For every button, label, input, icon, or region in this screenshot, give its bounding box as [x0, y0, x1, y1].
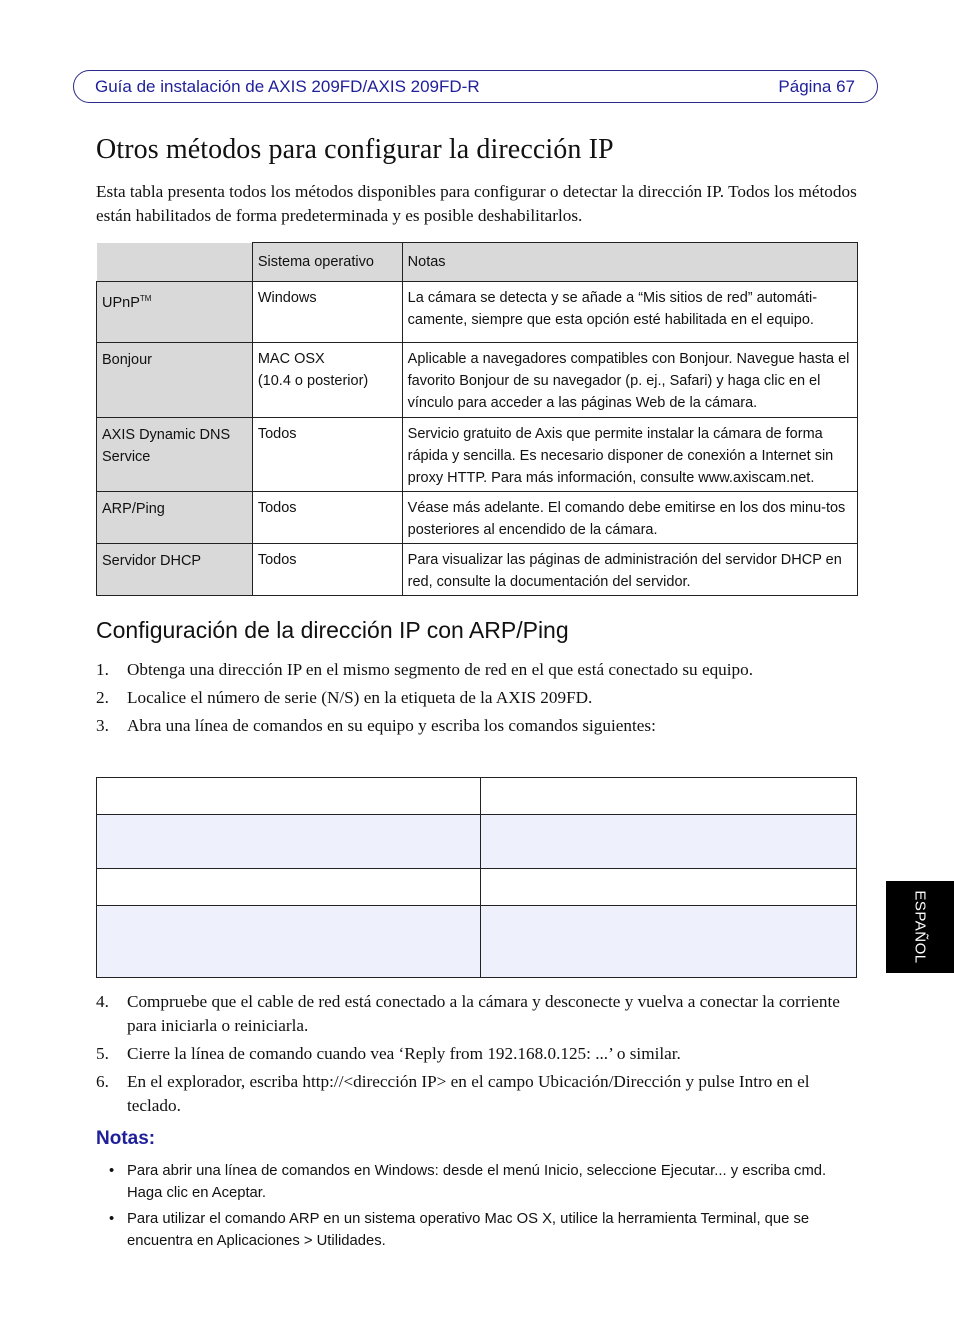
note-text: Para utilizar el comando ARP en un sistema operativo Mac OS X, utilice la herramienta Terminal, que se encuentra en Aplicaciones > Utilidades.	[127, 1211, 810, 1249]
step-number: 5.	[96, 1044, 109, 1063]
table-row	[97, 282, 858, 343]
list-item	[96, 990, 858, 1038]
document-title: Guía de instalación de AXIS 209FD/AXIS 209FD-R	[95, 76, 480, 96]
list-item	[109, 1160, 857, 1204]
notes-heading: Notas:	[96, 1128, 156, 1149]
language-tab-label: ESPAÑOL	[911, 890, 929, 964]
method-os: Todos	[252, 492, 402, 544]
table-row	[97, 778, 856, 815]
step-text: Compruebe que el cable de red está conectado a la cámara y desconecte y vuelva a conectar la corriente para iniciarla o reiniciarla.	[127, 992, 840, 1035]
list-item	[96, 658, 858, 682]
steps-list-b	[96, 990, 858, 1122]
list-item	[109, 1208, 857, 1252]
table-corner	[97, 243, 253, 282]
cell-divider	[480, 778, 481, 815]
method-os: Windows	[252, 282, 402, 343]
list-item	[96, 1070, 858, 1118]
method-os: Todos	[252, 544, 402, 596]
cell-divider	[480, 815, 481, 869]
method-name: AXIS Dynamic DNS Service	[97, 418, 253, 492]
step-text: En el explorador, escriba http://<dirección IP> en el campo Ubicación/Dirección y pulse Intro en el teclado.	[127, 1072, 810, 1115]
table-row	[97, 868, 856, 906]
method-notes: Servicio gratuito de Axis que permite instalar la cámara de forma rápida y sencilla. Es necesario disponer de conexión a Internet sin proxy HTTP. Para más información, consulte www.axiscam.net.	[402, 418, 857, 492]
table-header-row	[97, 243, 858, 282]
method-notes: Véase más adelante. El comando debe emitirse en los dos minu-tos posteriores al encendido de la cámara.	[402, 492, 857, 544]
cell-divider	[480, 869, 481, 906]
table-row	[97, 418, 858, 492]
method-name: Servidor DHCP	[97, 544, 253, 596]
intro-paragraph: Esta tabla presenta todos los métodos disponibles para configurar o detectar la dirección IP. Todos los métodos están habilitados de forma predeterminada y es posible deshabilitarlos.	[96, 182, 857, 225]
step-number: 4.	[96, 992, 109, 1011]
step-text: Cierre la línea de comando cuando vea ‘Reply from 192.168.0.125: ...’ o similar.	[127, 1044, 681, 1063]
notes-list	[109, 1160, 857, 1256]
method-name: ARP/Ping	[97, 492, 253, 544]
table-row	[97, 814, 856, 869]
step-number: 3.	[96, 716, 109, 735]
table-row	[97, 544, 858, 596]
step-text: Obtenga una dirección IP en el mismo segmento de red en el que está conectado su equipo.	[127, 660, 754, 679]
ip-methods-table	[96, 242, 858, 596]
method-os: Todos	[252, 418, 402, 492]
page-number: Página 67	[778, 76, 855, 96]
step-text: Abra una línea de comandos en su equipo y escriba los comandos siguientes:	[127, 716, 656, 735]
method-notes: Aplicable a navegadores compatibles con Bonjour. Navegue hasta el favorito Bonjour de su navegador (p. ej., Safari) y haga clic en el vínculo para acceder a las páginas Web de la cámara.	[402, 343, 857, 418]
bullet-icon: •	[109, 1211, 115, 1227]
step-number: 1.	[96, 660, 109, 679]
page-title: Otros métodos para configurar la dirección IP	[96, 134, 614, 165]
section-title-arp-ping: Configuración de la dirección IP con ARP/Ping	[96, 617, 569, 643]
table-row	[97, 492, 858, 544]
step-text: Localice el número de serie (N/S) en la etiqueta de la AXIS 209FD.	[127, 688, 593, 707]
language-tab	[886, 881, 954, 973]
cell-divider	[480, 906, 481, 977]
list-item	[96, 714, 858, 738]
page-header	[73, 70, 878, 103]
list-item	[96, 1042, 858, 1066]
column-header-notes: Notas	[402, 243, 857, 282]
step-number: 6.	[96, 1072, 109, 1091]
command-table	[96, 777, 857, 978]
table-row	[97, 905, 856, 977]
method-notes: La cámara se detecta y se añade a “Mis sitios de red” automáti-camente, siempre que esta opción esté habilitada en el equipo.	[402, 282, 857, 343]
method-name: UPnP™	[97, 282, 253, 343]
list-item	[96, 686, 858, 710]
column-header-os: Sistema operativo	[252, 243, 402, 282]
bullet-icon: •	[109, 1163, 115, 1179]
method-os: MAC OSX (10.4 o posterior)	[252, 343, 402, 418]
step-number: 2.	[96, 688, 109, 707]
method-name: Bonjour	[97, 343, 253, 418]
method-notes: Para visualizar las páginas de administración del servidor DHCP en red, consulte la documentación del servidor.	[402, 544, 857, 596]
note-text: Para abrir una línea de comandos en Windows: desde el menú Inicio, seleccione Ejecutar... y escriba cmd. Haga clic en Aceptar.	[127, 1163, 827, 1201]
trademark-mark: TM	[139, 294, 152, 303]
steps-list-a	[96, 658, 858, 742]
table-row	[97, 343, 858, 418]
